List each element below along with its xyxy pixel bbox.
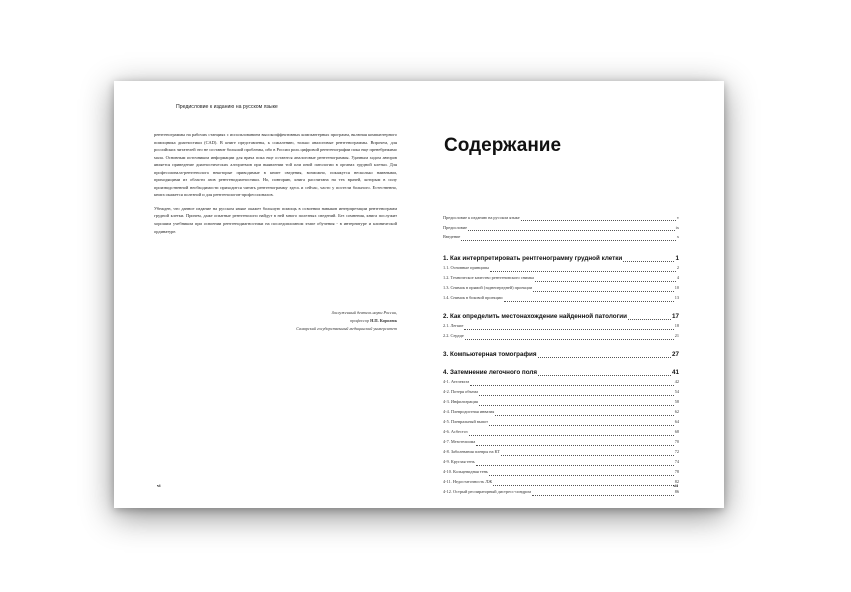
toc-section-label: 1.3. Снимок в прямой (заднепередней) проекции xyxy=(443,285,533,291)
toc-section-label: 4-2. Потеря объема xyxy=(443,389,479,395)
toc-section-page: 70 xyxy=(674,439,679,445)
leader-dots xyxy=(495,415,673,416)
toc-chapter-label: 4. Затемнение легочного поля xyxy=(443,369,538,377)
leader-dots xyxy=(476,465,674,466)
toc-chapter-page: 41 xyxy=(671,369,679,377)
toc-section[interactable] xyxy=(443,377,679,387)
toc-section-page: 21 xyxy=(674,333,679,339)
signature-affiliation: Самарский государственный медицинский университет xyxy=(296,325,397,331)
toc-section-page: 42 xyxy=(674,379,679,385)
toc-section-page: 62 xyxy=(674,409,679,415)
toc-section[interactable] xyxy=(443,487,679,497)
toc-section-label: 2.1. Легкие xyxy=(443,323,464,329)
toc-entry-page: v xyxy=(676,215,679,220)
toc-section-page: 54 xyxy=(674,389,679,395)
toc-section[interactable] xyxy=(443,427,679,437)
leader-dots xyxy=(490,271,676,272)
signature-position: профессор xyxy=(350,317,370,323)
toc-section-label: 4-12. Острый респираторный дистресс-синдром xyxy=(443,489,532,495)
toc-section-label: 4-7. Мезотелиома xyxy=(443,439,476,445)
toc-section[interactable] xyxy=(443,467,679,477)
toc-section[interactable] xyxy=(443,417,679,427)
toc-section[interactable] xyxy=(443,293,679,303)
toc-entry-page: x xyxy=(676,234,679,240)
toc-section-label: 4-9. Круглая тень xyxy=(443,459,475,465)
toc-entry[interactable] xyxy=(443,213,679,223)
toc-section-page: 82 xyxy=(674,479,679,485)
toc-entry-label: Предисловие xyxy=(443,224,468,230)
leader-dots xyxy=(479,395,674,396)
toc-section[interactable] xyxy=(443,273,679,283)
toc-section-label: 1.4. Снимок в боковой проекции xyxy=(443,295,503,301)
toc-section[interactable] xyxy=(443,397,679,407)
toc-section-label: 4-8. Заболевания плевры на КТ xyxy=(443,449,501,455)
leader-dots xyxy=(538,357,671,358)
leader-dots xyxy=(532,495,674,496)
toc-chapter-page: 17 xyxy=(671,313,679,321)
paragraph: рентгенограммы на рабочих станциях с использованием высокоэффективных компьютерных программ, включая компьютерного помощника диагностики (CAD). В книге представлены, к сожалению, только аналоговые рентгенограммы. Впрочем, для российских читателей это не составит большой проблемы, ибо в России роль цифровой рентгенографии пока еще пренебрежимо мала. Основным источником информации для врача пока еще остаются аналоговые рентгенограммы. Удачным ходом авторов является приведение диагностических алгоритмов при выявлении той или иной патологии в органах грудной клетки. Для профессионала-рентгенолога некоторые приводимые в книге сведения, возможно, покажутся несколько наивными, приходящими из области азов рентгенодиагностики. Но, повторяю, книга рассчитана на тех врачей, которым в силу производственной необходимости приходится читать рентгенограмму здесь и сейчас, часто у постели больного. Естественно, книга окажется полезной и для рентгенологов-профессионалов. xyxy=(154,132,397,198)
toc-section[interactable] xyxy=(443,283,679,293)
leader-dots xyxy=(461,240,676,241)
toc-chapter-label: 1. Как интерпретировать рентгенограмму грудной клетки xyxy=(443,255,623,263)
toc-section-label: 4-5. Плевральный выпот xyxy=(443,419,489,425)
leader-dots xyxy=(468,230,675,231)
toc-section[interactable] xyxy=(443,437,679,447)
leader-dots xyxy=(489,425,674,426)
leader-dots xyxy=(469,435,674,436)
toc-section-label: 1.2. Техническое качество рентгеновского снимка xyxy=(443,275,534,281)
toc-section[interactable] xyxy=(443,457,679,467)
signature-block xyxy=(254,309,397,332)
leader-dots xyxy=(470,385,674,386)
leader-dots xyxy=(533,291,674,292)
toc-section-page: 68 xyxy=(674,429,679,435)
toc-section-page: 2 xyxy=(676,265,679,271)
toc-section[interactable] xyxy=(443,477,679,487)
leader-dots xyxy=(623,261,674,262)
toc-entry[interactable] xyxy=(443,232,679,242)
leader-dots xyxy=(504,301,674,302)
toc-chapter-label: 2. Как определить местонахождение найденной патологии xyxy=(443,313,627,321)
toc-entry-label: Введение xyxy=(443,234,461,240)
toc-section-page: 58 xyxy=(674,399,679,405)
toc-title: Содержание xyxy=(444,135,562,156)
toc-section-page: 72 xyxy=(674,449,679,455)
leader-dots xyxy=(489,475,674,476)
toc-section-label: 4-11. Недостаточность ЛЖ xyxy=(443,479,493,485)
leader-dots xyxy=(628,319,671,320)
page-number-right: vii xyxy=(673,483,678,488)
toc-section-label: 4-6. Асбестоз xyxy=(443,429,468,435)
toc-section-label: 4-10. Кольцевидная тень xyxy=(443,469,488,475)
toc-section-page: 86 xyxy=(674,489,679,495)
toc-chapter[interactable] xyxy=(443,368,679,377)
running-head: Предисловие к изданию на русском языке xyxy=(176,104,278,110)
toc-section[interactable] xyxy=(443,407,679,417)
toc-chapter-label: 3. Компьютерная томография xyxy=(443,351,537,359)
leader-dots xyxy=(521,220,676,221)
page-number-left: vi xyxy=(157,483,161,488)
toc-section[interactable] xyxy=(443,263,679,273)
toc-section[interactable] xyxy=(443,331,679,341)
signature-name-line xyxy=(254,317,397,325)
toc-section-label: 4-3. Инфильтрация xyxy=(443,399,478,405)
toc-section-label: 4-1. Ателектаз xyxy=(443,379,470,385)
toc-section-label: 2.2. Сердце xyxy=(443,333,464,339)
leader-dots xyxy=(538,375,671,376)
book-spread xyxy=(114,81,724,508)
toc-section[interactable] xyxy=(443,447,679,457)
toc-section-label: 1.1. Основные принципы xyxy=(443,265,490,271)
leader-dots xyxy=(464,329,673,330)
toc-entry[interactable] xyxy=(443,223,679,233)
toc-section-page: 13 xyxy=(674,295,679,301)
toc-section-page: 74 xyxy=(674,459,679,465)
leader-dots xyxy=(465,339,674,340)
toc-chapter[interactable] xyxy=(443,350,679,359)
table-of-contents xyxy=(443,213,679,497)
toc-chapter[interactable] xyxy=(443,312,679,321)
toc-chapter[interactable] xyxy=(443,254,679,263)
paragraph: Убежден, что данное издание на русском языке окажет большую помощь в освоении навыков интерпретации рентгенограмм грудной клетки. Причем, даже опытные рентгенологи найдут в ней много полезных сведений. Без сомнения, книга послужит хорошим учебником при освоении рентгенодиагностики на последипломном этапе обучения - в интернатуре и клинической ординатуре. xyxy=(154,205,397,234)
toc-section[interactable] xyxy=(443,321,679,331)
toc-section-page: 64 xyxy=(674,419,679,425)
leader-dots xyxy=(479,405,674,406)
leader-dots xyxy=(535,281,676,282)
toc-section-page: 4 xyxy=(676,275,679,281)
left-page-body xyxy=(154,131,397,241)
toc-entry-page: ix xyxy=(675,224,679,230)
leader-dots xyxy=(501,455,674,456)
toc-entry-label: Предисловие к изданию на русском языке xyxy=(443,215,520,220)
toc-chapter-page: 27 xyxy=(671,351,679,359)
toc-section-page: 18 xyxy=(674,323,679,329)
toc-section-page: 10 xyxy=(674,285,679,291)
toc-section[interactable] xyxy=(443,387,679,397)
leader-dots xyxy=(476,445,673,446)
toc-section-label: 4-4. Плевродистная инвазия xyxy=(443,409,495,415)
toc-section-page: 78 xyxy=(674,469,679,475)
signature-title: Заслуженный деятель науки России, xyxy=(331,310,397,315)
leader-dots xyxy=(493,485,674,486)
signature-name: Н.П. Королюк xyxy=(370,317,397,323)
toc-chapter-page: 1 xyxy=(675,255,679,263)
